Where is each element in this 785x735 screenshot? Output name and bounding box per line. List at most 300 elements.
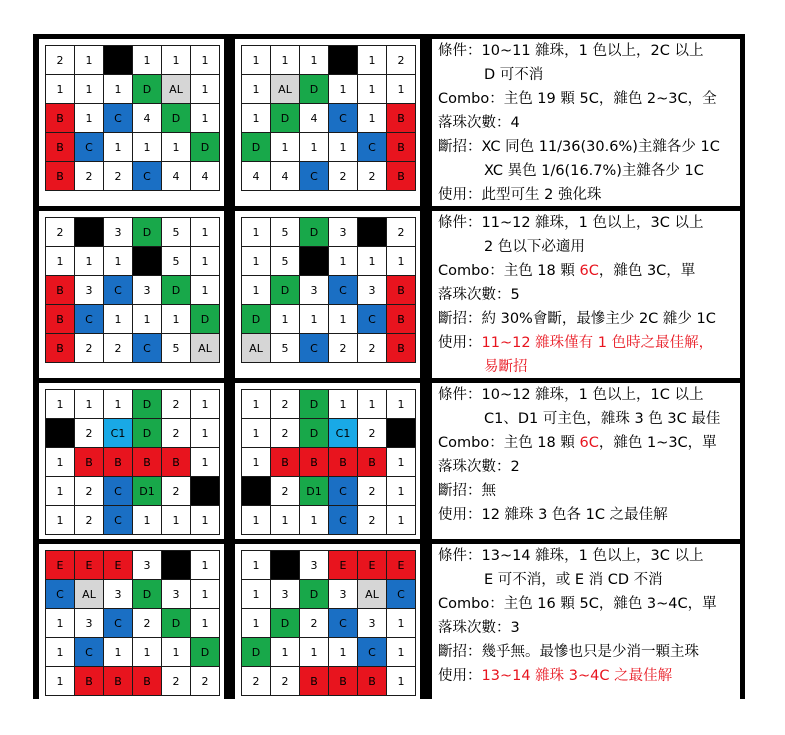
orb-cell: 5 [162, 218, 191, 247]
grid-row [242, 133, 416, 162]
grid-row [46, 104, 220, 133]
grid-row [242, 75, 416, 104]
description-line [438, 383, 703, 407]
orb-cell: 1 [46, 390, 75, 419]
orb-cell: X [242, 477, 271, 506]
grid-row [242, 46, 416, 75]
orb-cell: 1 [242, 506, 271, 535]
orb-cell: D [162, 104, 191, 133]
orb-cell: 2 [242, 667, 271, 696]
line-text: Combo：主色 16 顆 5C，雜色 3~4C，單 [438, 596, 717, 612]
orb-cell: 1 [133, 506, 162, 535]
orb-cell: 2 [162, 667, 191, 696]
orb-cell: C [329, 276, 358, 305]
orb-cell: B [46, 334, 75, 363]
grid-row [242, 334, 416, 363]
grid-row [46, 580, 220, 609]
orb-cell: 2 [358, 477, 387, 506]
orb-cell: 1 [242, 551, 271, 580]
grid-row [46, 305, 220, 334]
orb-cell: 2 [162, 477, 191, 506]
grid-row [46, 506, 220, 535]
orb-cell: 1 [162, 638, 191, 667]
orb-cell: AL [75, 580, 104, 609]
orb-cell: 1 [271, 133, 300, 162]
orb-cell: C [300, 162, 329, 191]
orb-cell: B [104, 448, 133, 477]
orb-cell: 1 [387, 638, 416, 667]
description-line [484, 63, 543, 87]
line-text: D 可不消 [484, 67, 544, 83]
orb-cell: 1 [242, 104, 271, 133]
orb-cell: C [329, 506, 358, 535]
orb-cell: D [133, 419, 162, 448]
orb-cell: 2 [300, 609, 329, 638]
strategy-row [33, 539, 745, 699]
orb-grid [45, 45, 220, 191]
description-line [438, 479, 496, 503]
orb-cell: 1 [75, 46, 104, 75]
line-text: 落珠次數：2 [438, 459, 520, 475]
orb-cell: 4 [191, 162, 220, 191]
orb-cell: 3 [358, 609, 387, 638]
description-line [438, 664, 672, 688]
orb-cell: C [46, 580, 75, 609]
orb-cell: D [271, 276, 300, 305]
grid-row [242, 104, 416, 133]
orb-cell: C [104, 477, 133, 506]
strategy-row [33, 378, 745, 539]
orb-cell: 2 [46, 46, 75, 75]
description-line [438, 259, 695, 283]
orb-cell: 1 [75, 75, 104, 104]
orb-cell: 1 [104, 638, 133, 667]
orb-cell: 2 [75, 477, 104, 506]
orb-cell: D [191, 638, 220, 667]
grid-row [46, 276, 220, 305]
grid-row [46, 133, 220, 162]
orb-cell: AL [242, 334, 271, 363]
orb-cell: B [75, 448, 104, 477]
description-line [438, 544, 703, 568]
orb-cell: D [191, 305, 220, 334]
grid-row [242, 477, 416, 506]
orb-cell: 1 [191, 551, 220, 580]
line-text: Combo：主色 19 顆 5C，雜色 2~3C，全 [438, 91, 717, 107]
line-text: 條件：11~12 雜珠，1 色以上，3C 以上 [438, 215, 704, 231]
grid-row [242, 448, 416, 477]
orb-cell: AL [162, 75, 191, 104]
orb-cell: X [162, 551, 191, 580]
orb-cell: 2 [387, 46, 416, 75]
grid-row [46, 247, 220, 276]
orb-cell: D1 [300, 477, 329, 506]
line-text: 條件：10~12 雜珠，1 色以上，1C 以上 [438, 387, 704, 403]
orb-cell: 1 [191, 580, 220, 609]
orb-cell: 1 [387, 667, 416, 696]
orb-cell: E [358, 551, 387, 580]
orb-cell: 1 [271, 506, 300, 535]
description-line [438, 307, 716, 331]
orb-cell: 2 [358, 419, 387, 448]
description-panel [432, 211, 740, 378]
orb-cell: 1 [191, 390, 220, 419]
orb-cell: 1 [300, 133, 329, 162]
description-line [438, 39, 703, 63]
line-text: 斷招：XC 同色 11/36(30.6%)主雜各少 1C [438, 139, 720, 155]
orb-cell: Y [133, 247, 162, 276]
orb-cell: 3 [300, 276, 329, 305]
description-line [484, 568, 663, 592]
orb-cell: 1 [242, 580, 271, 609]
orb-cell: 1 [162, 46, 191, 75]
orb-cell: D [300, 580, 329, 609]
orb-cell: 2 [358, 162, 387, 191]
orb-cell: C1 [104, 419, 133, 448]
strategy-table [33, 34, 745, 699]
grid-row [46, 419, 220, 448]
orb-cell: 1 [104, 75, 133, 104]
orb-cell: C [329, 609, 358, 638]
grid-row [46, 75, 220, 104]
line-text: 斷招：約 30%會斷，最慘主少 2C 雜少 1C [438, 311, 716, 327]
orb-cell: D [242, 133, 271, 162]
orb-cell: C [300, 334, 329, 363]
orb-grid [241, 45, 416, 191]
orb-cell: D [162, 609, 191, 638]
orb-cell: B [300, 448, 329, 477]
description-panel [432, 39, 740, 206]
orb-cell: D [300, 390, 329, 419]
orb-cell: C [104, 276, 133, 305]
orb-cell: C [358, 133, 387, 162]
orb-cell: 5 [271, 218, 300, 247]
description-line [438, 183, 601, 207]
orb-cell: 1 [271, 46, 300, 75]
orb-cell: 3 [329, 218, 358, 247]
orb-cell: 1 [242, 247, 271, 276]
orb-cell: 1 [191, 448, 220, 477]
orb-cell: 2 [191, 667, 220, 696]
orb-cell: 1 [75, 247, 104, 276]
orb-cell: 2 [329, 334, 358, 363]
orb-cell: C [75, 133, 104, 162]
orb-grid [241, 389, 416, 535]
line-text: 使用： [438, 668, 482, 684]
orb-cell: 1 [387, 75, 416, 104]
orb-cell: D [271, 609, 300, 638]
orb-grid [241, 550, 416, 696]
description-line [484, 159, 704, 183]
line-text: XC 異色 1/6(16.7%)主雜各少 1C [484, 163, 704, 179]
orb-cell: 1 [75, 104, 104, 133]
description-line [438, 592, 717, 616]
description-line [438, 431, 717, 455]
orb-cell: 2 [75, 334, 104, 363]
description-line [438, 211, 703, 235]
orb-cell: 1 [329, 75, 358, 104]
orb-cell: 2 [271, 419, 300, 448]
orb-cell: D [133, 75, 162, 104]
orb-cell: 4 [271, 162, 300, 191]
orb-cell: 1 [46, 247, 75, 276]
description-line [484, 407, 720, 431]
orb-cell: 2 [358, 506, 387, 535]
description-line [438, 640, 699, 664]
grid-row [46, 551, 220, 580]
orb-cell: 1 [387, 390, 416, 419]
orb-cell: 3 [133, 276, 162, 305]
orb-cell: 2 [75, 162, 104, 191]
orb-cell: 3 [162, 580, 191, 609]
orb-cell: C [358, 638, 387, 667]
orb-cell: 1 [329, 638, 358, 667]
orb-cell: 3 [329, 580, 358, 609]
orb-cell: 1 [191, 609, 220, 638]
orb-cell: 1 [329, 247, 358, 276]
line-text: Combo：主色 18 顆 [438, 263, 580, 279]
orb-cell: 1 [133, 133, 162, 162]
orb-cell: D1 [133, 477, 162, 506]
orb-cell: 1 [329, 390, 358, 419]
orb-cell: 3 [271, 580, 300, 609]
line-text: 落珠次數：4 [438, 115, 520, 131]
orb-cell: B [329, 448, 358, 477]
orb-cell: B [387, 276, 416, 305]
orb-cell: C [133, 334, 162, 363]
orb-cell: B [387, 305, 416, 334]
orb-cell: D [300, 419, 329, 448]
description-line [438, 283, 520, 307]
orb-cell: 4 [133, 104, 162, 133]
strategy-row [33, 34, 745, 206]
grid-row [242, 390, 416, 419]
orb-cell: D [133, 218, 162, 247]
orb-cell: 1 [300, 46, 329, 75]
line-text: 使用：12 雜珠 3 色各 1C 之最佳解 [438, 507, 668, 523]
orb-cell: B [133, 448, 162, 477]
line-text: ，雜色 1~3C，單 [598, 435, 717, 451]
orb-cell: 3 [75, 276, 104, 305]
orb-cell: B [46, 305, 75, 334]
description-line [438, 331, 713, 355]
orb-cell: C [329, 104, 358, 133]
orb-cell: 1 [162, 305, 191, 334]
orb-cell: 2 [75, 506, 104, 535]
orb-cell: D [191, 133, 220, 162]
orb-cell: 1 [46, 506, 75, 535]
orb-cell: 1 [133, 638, 162, 667]
grid-row [242, 276, 416, 305]
orb-cell: B [162, 448, 191, 477]
line-text: 落珠次數：5 [438, 287, 520, 303]
orb-cell: 4 [300, 104, 329, 133]
grid-row [46, 46, 220, 75]
orb-cell: 1 [162, 133, 191, 162]
orb-cell: 2 [162, 390, 191, 419]
orb-cell: B [104, 667, 133, 696]
board-right [235, 383, 420, 539]
orb-cell: X [191, 477, 220, 506]
orb-grid [45, 217, 220, 363]
orb-cell: X [104, 46, 133, 75]
highlight-text: 11~12 雜珠僅有 1 色時之最佳解， [481, 335, 714, 351]
orb-cell: E [75, 551, 104, 580]
orb-cell: AL [358, 580, 387, 609]
grid-row [242, 580, 416, 609]
orb-cell: 5 [271, 247, 300, 276]
orb-cell: E [387, 551, 416, 580]
line-text: 條件：13~14 雜珠，1 色以上，3C 以上 [438, 548, 704, 564]
orb-cell: D [242, 305, 271, 334]
orb-cell: 1 [387, 609, 416, 638]
description-line [438, 135, 720, 159]
board-left [39, 39, 224, 206]
description-line [484, 355, 528, 379]
orb-cell: 5 [162, 247, 191, 276]
orb-cell: 1 [387, 506, 416, 535]
orb-cell: 1 [191, 104, 220, 133]
line-text: ，雜色 3C，單 [598, 263, 696, 279]
orb-cell: B [358, 448, 387, 477]
orb-cell: 1 [242, 390, 271, 419]
line-text: 斷招：無 [438, 483, 496, 499]
orb-cell: 1 [46, 477, 75, 506]
orb-cell: 2 [271, 390, 300, 419]
grid-row [46, 162, 220, 191]
orb-grid [241, 217, 416, 363]
grid-row [46, 390, 220, 419]
orb-cell: 3 [358, 276, 387, 305]
line-text: E 可不消，或 E 消 CD 不消 [484, 572, 663, 588]
orb-cell: 1 [191, 506, 220, 535]
grid-row [46, 667, 220, 696]
highlight-text: 6C [579, 263, 599, 279]
orb-cell: 3 [75, 609, 104, 638]
orb-cell: 1 [358, 75, 387, 104]
line-text: 使用：此型可生 2 強化珠 [438, 187, 602, 203]
line-text: 落珠次數：3 [438, 620, 520, 636]
orb-cell: C [387, 580, 416, 609]
orb-cell: 1 [191, 218, 220, 247]
line-text: 條件：10~11 雜珠，1 色以上，2C 以上 [438, 43, 704, 59]
orb-cell: D [271, 104, 300, 133]
orb-cell: X [271, 551, 300, 580]
orb-cell: 2 [133, 609, 162, 638]
orb-cell: 1 [104, 305, 133, 334]
orb-cell: 2 [329, 162, 358, 191]
grid-row [242, 667, 416, 696]
highlight-text: 6C [579, 435, 599, 451]
line-text: 2 色以下必適用 [484, 239, 585, 255]
description-line [438, 616, 520, 640]
orb-cell: C1 [329, 419, 358, 448]
orb-cell: 1 [358, 46, 387, 75]
orb-cell: 3 [104, 218, 133, 247]
orb-cell: C [104, 506, 133, 535]
orb-cell: 1 [46, 638, 75, 667]
description-panel [432, 383, 740, 539]
orb-cell: 2 [271, 477, 300, 506]
orb-cell: B [46, 133, 75, 162]
orb-cell: 1 [191, 46, 220, 75]
orb-cell: 1 [46, 75, 75, 104]
orb-cell: B [387, 162, 416, 191]
description-line [438, 455, 520, 479]
orb-cell: 2 [271, 667, 300, 696]
orb-cell: 4 [242, 162, 271, 191]
board-right [235, 211, 420, 378]
orb-cell: B [46, 162, 75, 191]
board-left [39, 211, 224, 378]
orb-cell: Y [300, 247, 329, 276]
orb-cell: 1 [191, 419, 220, 448]
line-text: 使用： [438, 335, 482, 351]
orb-cell: B [271, 448, 300, 477]
orb-cell: 2 [75, 419, 104, 448]
grid-row [46, 448, 220, 477]
orb-cell: AL [191, 334, 220, 363]
grid-row [46, 477, 220, 506]
board-left [39, 544, 224, 699]
orb-cell: 1 [358, 390, 387, 419]
orb-cell: 1 [387, 247, 416, 276]
orb-cell: B [46, 276, 75, 305]
orb-cell: 1 [242, 448, 271, 477]
orb-cell: C [75, 305, 104, 334]
orb-cell: 1 [242, 609, 271, 638]
orb-cell: D [242, 638, 271, 667]
description-line [438, 87, 717, 111]
orb-cell: 1 [387, 448, 416, 477]
grid-row [46, 609, 220, 638]
description-panel [432, 544, 740, 699]
orb-cell: B [358, 667, 387, 696]
line-text: Combo：主色 18 顆 [438, 435, 580, 451]
orb-cell: 4 [162, 162, 191, 191]
orb-cell: AL [271, 75, 300, 104]
orb-cell: 1 [46, 609, 75, 638]
orb-cell: B [133, 667, 162, 696]
orb-cell: 1 [133, 46, 162, 75]
grid-row [46, 334, 220, 363]
grid-row [242, 162, 416, 191]
orb-cell: 3 [300, 551, 329, 580]
description-line [438, 111, 520, 135]
highlight-text: 13~14 雜珠 3~4C 之最佳解 [481, 668, 673, 684]
orb-cell: 2 [104, 334, 133, 363]
orb-cell: 1 [329, 133, 358, 162]
orb-cell: D [300, 75, 329, 104]
orb-cell: 1 [242, 46, 271, 75]
orb-cell: 1 [358, 104, 387, 133]
orb-cell: 1 [133, 305, 162, 334]
orb-cell: X [387, 419, 416, 448]
orb-cell: D [133, 580, 162, 609]
orb-cell: 1 [387, 477, 416, 506]
grid-row [242, 305, 416, 334]
orb-cell: B [75, 667, 104, 696]
orb-cell: B [387, 334, 416, 363]
orb-cell: 1 [271, 305, 300, 334]
orb-cell: E [329, 551, 358, 580]
orb-cell: 1 [329, 305, 358, 334]
orb-cell: C [133, 162, 162, 191]
orb-cell: 1 [75, 390, 104, 419]
orb-cell: X [329, 46, 358, 75]
orb-cell: 3 [104, 580, 133, 609]
orb-cell: 1 [104, 133, 133, 162]
